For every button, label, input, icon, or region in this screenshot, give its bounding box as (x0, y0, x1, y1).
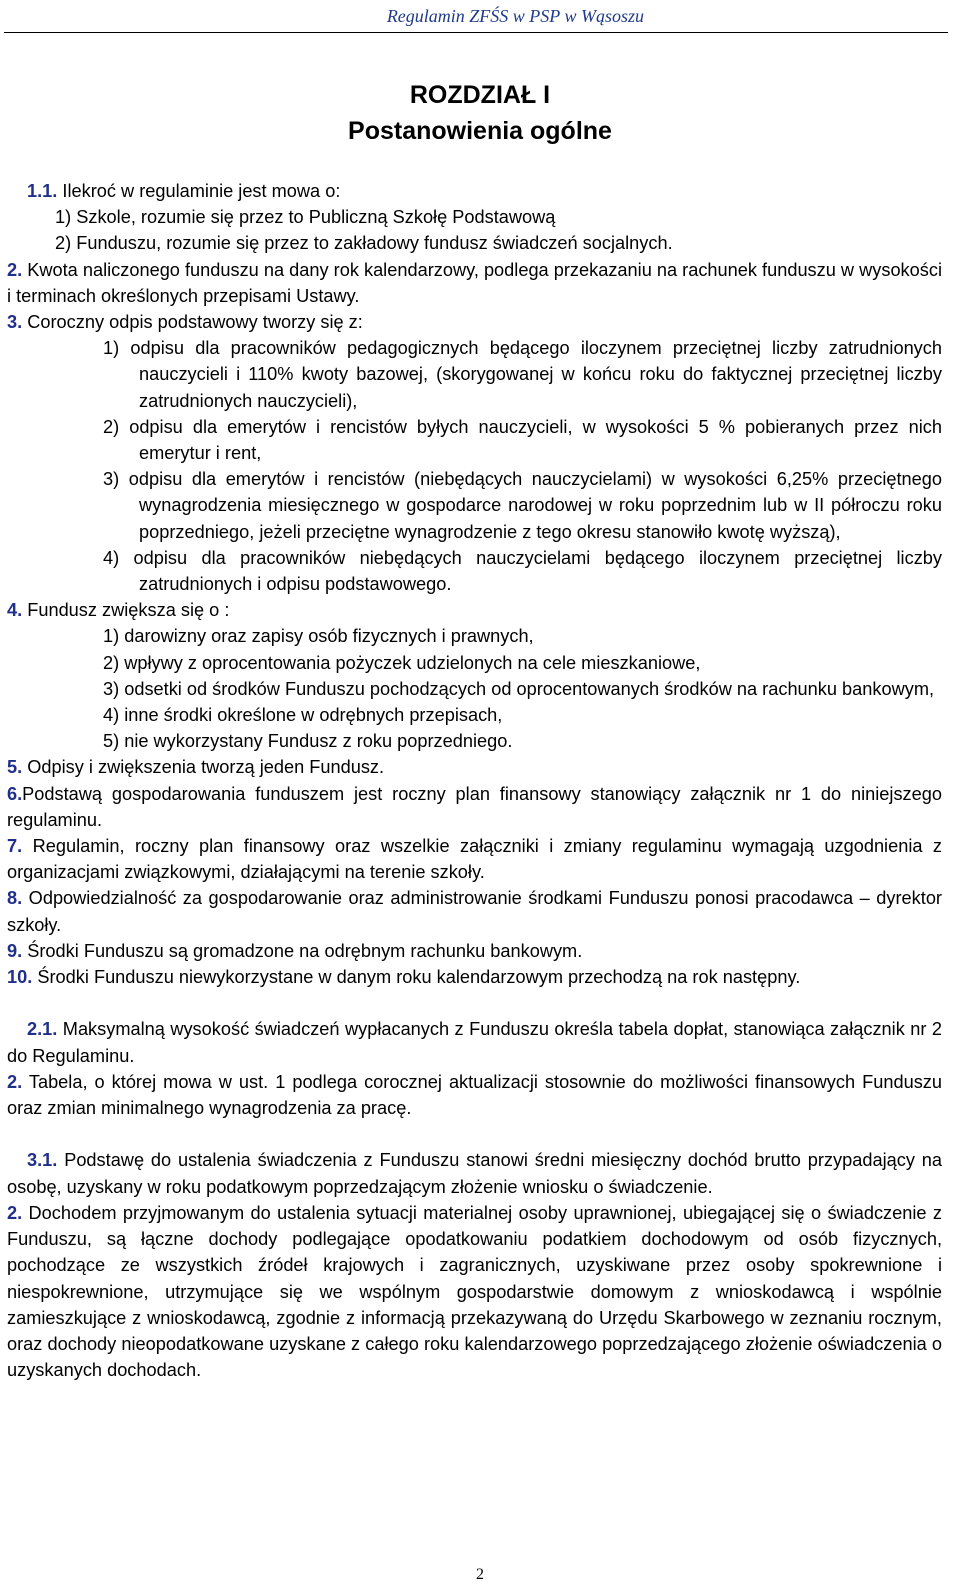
paragraph (7, 1016, 942, 1068)
section-1 (7, 178, 942, 257)
list-item: 4) odpisu dla pracowników niebędących nauczycielami będącego iloczynem przeciętnej liczby zatrudnionych i odpisu podstawowego. (103, 547, 942, 595)
list-item: 1) Szkole, rozumie się przez to Publiczną Szkołę Podstawową (55, 207, 556, 228)
paragraph-number: 2. (7, 1202, 23, 1223)
paragraph-number: 3.1. (27, 1150, 58, 1171)
list-item: 2) wpływy z oprocentowania pożyczek udzielonych na cele mieszkaniowe, (103, 652, 701, 673)
list-item: 5) nie wykorzystany Fundusz z roku poprzedniego. (103, 731, 513, 752)
paragraph (7, 754, 942, 780)
list-item: 1) odpisu dla pracowników pedagogicznych będącego iloczynem przeciętnej liczby zatrudnionych nauczycieli i 110% kwoty bazowej, (skorygowanej w końcu roku do faktycznej przeciętnej liczby zatrudnionych nauczycieli), (103, 338, 942, 411)
paragraph (7, 938, 942, 964)
paragraph-number: 9. (7, 940, 23, 961)
list-item: 2) odpisu dla emerytów i rencistów byłych nauczycieli, w wysokości 5 % pobieranych przez nich emerytur i rent, (103, 416, 942, 464)
list-item: 4) inne środki określone w odrębnych przepisach, (103, 705, 503, 726)
paragraph (7, 781, 942, 833)
paragraph-number: 7. (7, 836, 23, 857)
paragraph-text: Maksymalną wysokość świadczeń wypłacanych z Funduszu określa tabela dopłat, stanowiąca załącznik nr 2 do Regulaminu. (7, 1019, 942, 1066)
chapter-number: ROZDZIAŁ I (409, 81, 551, 109)
paragraph-text: Tabela, o której mowa w ust. 1 podlega corocznej aktualizacji stosownie do możliwości finansowych Funduszu oraz zmian minimalnego wynagrodzenia za pracę. (7, 1071, 942, 1119)
paragraph (7, 964, 942, 990)
page-number: 2 (476, 1566, 484, 1583)
paragraph-text: Środki Funduszu niewykorzystane w danym roku kalendarzowym przechodzą na rok następny. (32, 967, 801, 988)
paragraph-number: 5. (7, 757, 23, 778)
spacer (7, 990, 942, 1016)
paragraph-number: 1.1. (27, 181, 58, 201)
paragraph (7, 833, 942, 885)
spacer (7, 1121, 942, 1147)
paragraph-text: Coroczny odpis podstawowy tworzy się z: (22, 312, 363, 333)
paragraph-number: 3. (7, 312, 23, 333)
paragraph-text: Odpisy i zwiększenia tworzą jeden Fundusz. (22, 757, 385, 778)
list-item: 3) odpisu dla emerytów i rencistów (niebędących nauczycielami) w wysokości 6,25% przeciętnego wynagrodzenia miesięcznego w gospodarce narodowej w roku poprzednim lub w II półroczu roku poprzedniego, jeżeli przeciętne wynagrodzenie z tego okresu stanowiło kwotę wyższą), (103, 469, 942, 542)
paragraph-text: Dochodem przyjmowanym do ustalenia sytuacji materialnej osoby uprawnionej, ubiegającej się o świadczenie z Funduszu, są łączne dochody podlegające opodatkowaniu podatkiem dochodowym od osób fizycznych, pochodzące ze wszystkich źródeł krajowych i zagranicznych, uzyskiwane przez osoby spokrewnione i niespokrewnione, utrzymujące się we wspólnym gospodarstwie domowym z wnioskodawcą i wspólnie zamieszkujące z wnioskodawcą, zgodnie z informacją przekazywaną do Urzędu Skarbowego w zeznaniu rocznym, oraz dochody nieopodatkowane uzyskane z całego roku kalendarzowego poprzedzającego złożenie oświadczenia o uzyskanych dochodach. (7, 1202, 942, 1381)
chapter-title: Postanowienia ogólne (348, 117, 612, 145)
header-title: Regulamin ZFŚS w PSP w Wąsoszu (386, 6, 644, 26)
paragraph-number: 2. (7, 1071, 23, 1092)
paragraph-number: 2.1. (27, 1019, 58, 1040)
paragraph (7, 885, 942, 937)
paragraph-text: Regulamin, roczny plan finansowy oraz wszelkie załączniki i zmiany regulaminu wymagają uzgodnienia z organizacjami związkowymi, działającymi na terenie szkoły. (7, 836, 942, 883)
paragraph-number: 2. (7, 259, 23, 280)
paragraph-number: 4. (7, 600, 23, 621)
paragraph (7, 1200, 942, 1383)
paragraph-number: 10. (7, 967, 33, 988)
paragraph-text: Środki Funduszu są gromadzone na odrębnym rachunku bankowym. (22, 940, 583, 961)
list-item: 1) darowizny oraz zapisy osób fizycznych i prawnych, (103, 626, 534, 647)
paragraph-number: 8. (7, 888, 23, 909)
paragraph (7, 1147, 942, 1199)
paragraph-text: Podstawą gospodarowania funduszem jest roczny plan finansowy stanowiący załącznik nr 1 do niniejszego regulaminu. (7, 783, 942, 830)
paragraph (7, 309, 942, 335)
paragraph-number: 6. (7, 783, 23, 804)
paragraph-text: Ilekroć w regulaminie jest mowa o: (57, 181, 341, 201)
page-header (0, 0, 960, 32)
paragraph (7, 257, 942, 309)
paragraph-text: Kwota naliczonego funduszu na dany rok kalendarzowy, podlega przekazaniu na rachunek funduszu w wysokości i terminach określonych przepisami Ustawy. (7, 259, 942, 306)
paragraph (27, 178, 942, 204)
paragraph-text: Odpowiedzialność za gospodarowanie oraz administrowanie środkami Funduszu ponosi pracodawca – dyrektor szkoły. (7, 888, 942, 935)
paragraph (7, 1069, 942, 1121)
list-item: 2) Funduszu, rozumie się przez to zakładowy fundusz świadczeń socjalnych. (55, 233, 673, 254)
header-divider (4, 32, 948, 33)
paragraph (7, 597, 942, 623)
paragraph-text: Podstawę do ustalenia świadczenia z Funduszu stanowi średni miesięczny dochód brutto przypadający na osobę, uzyskany w roku podatkowym poprzedzającym złożenie wniosku o świadczenie. (7, 1150, 942, 1197)
list-item: 3) odsetki od środków Funduszu pochodzących od oprocentowanych środków na rachunku bankowym, (103, 678, 935, 699)
document-body (7, 178, 942, 1383)
paragraph-text: Fundusz zwiększa się o : (22, 600, 230, 621)
